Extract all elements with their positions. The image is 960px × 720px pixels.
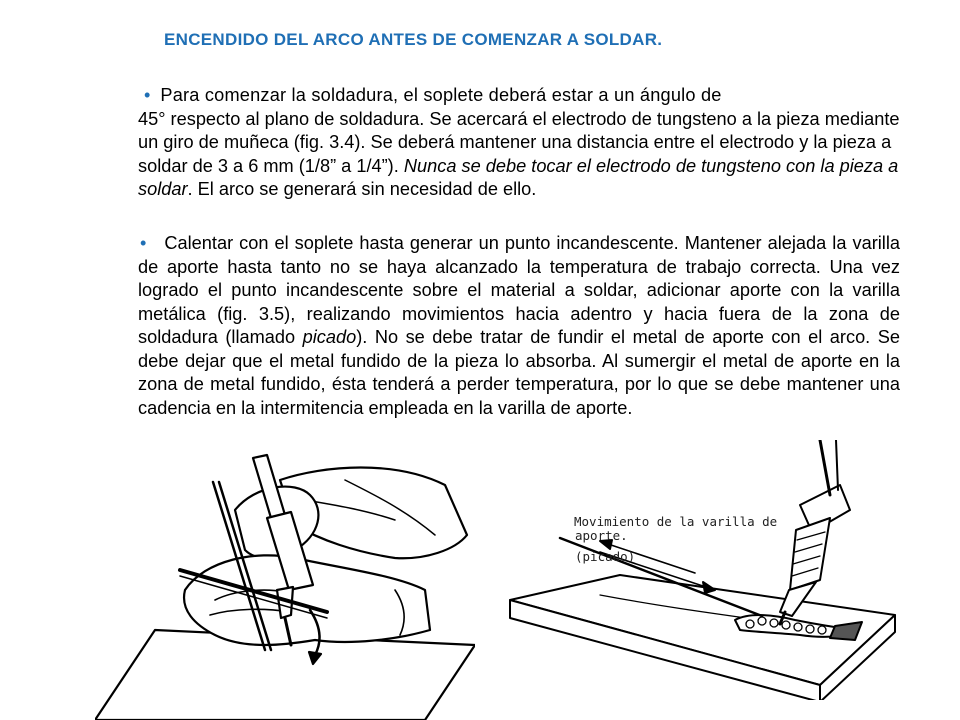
figure-caption-line-3: (picado): [575, 549, 636, 564]
bullet-marker: •: [140, 233, 147, 253]
paragraph-1-italic: Nunca se debe tocar el electrodo de tungsteno con la pieza a soldar: [138, 155, 899, 199]
paragraph-2-italic: picado: [302, 327, 357, 347]
paragraph-2-text-a: Calentar con el soplete hasta generar un punto incandescente. Mantener alejada la varilla de aporte hasta tanto no se haya alcanzado la temperatura de trabajo correcta. Una vez logrado el punto incandescente sobre el material a soldar, adicionar aporte con la varilla metálica (fig. 3.5), realizando movimientos hacia adentro y hacia fuera de la zona de soldadura (llamado: [138, 233, 900, 347]
paragraph-heating: [138, 232, 900, 420]
paragraph-ignition: [138, 84, 900, 202]
figure-caption-line-1: Movimiento de la varilla de: [574, 514, 778, 529]
bullet-marker: •: [144, 85, 151, 105]
page-title: ENCENDIDO DEL ARCO ANTES DE COMENZAR A SOLDAR.: [164, 30, 663, 49]
figure-torch-angle-illustration: [95, 440, 475, 720]
figure-filler-rod-movement-illustration: [500, 440, 900, 700]
paragraph-1-text-b: . El arco se generará sin necesidad de ello.: [187, 179, 537, 199]
figure-caption-line-2: aporte.: [575, 528, 628, 543]
paragraph-1-text-a: 45° respecto al plano de soldadura. Se acercará el electrodo de tungsteno a la pieza mediante un giro de muñeca (fig. 3.4). Se deberá mantener una distancia entre el electrodo y la pieza a soldar de 3 a 6 mm (1/8” a 1/4”).: [138, 108, 900, 176]
paragraph-1-line-1: Para comenzar la soldadura, el soplete deberá estar a un ángulo de: [160, 85, 722, 105]
paragraph-2-text-b: ). No se debe tratar de fundir el metal de aporte con el arco. Se debe dejar que el metal fundido de la pieza lo absorba. Al sumergir el metal de aporte en la zona de metal fundido, ésta tenderá a perder temperatura, por lo que se debe mantener una cadencia en la intermitencia empleada en la varilla de aporte.: [138, 327, 900, 418]
